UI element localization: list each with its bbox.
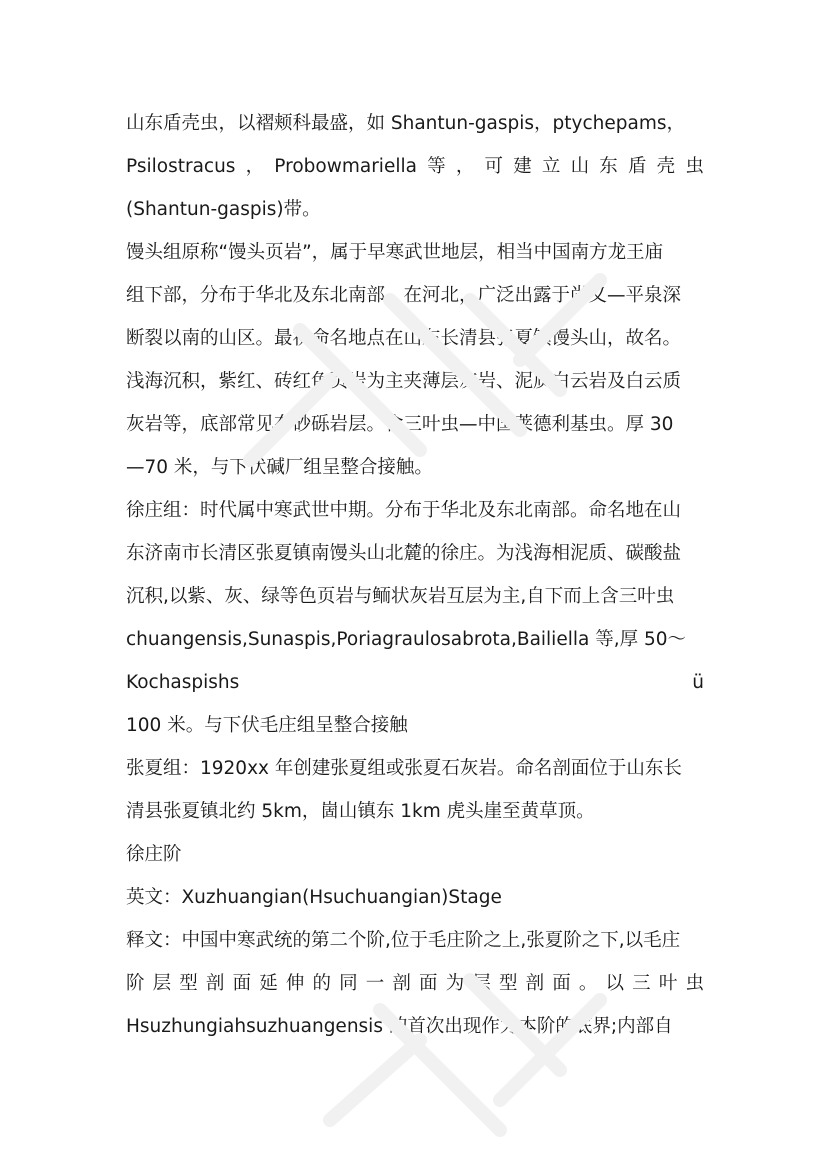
word: 东 <box>599 156 618 177</box>
word: 阶 <box>126 973 145 994</box>
word: ， <box>455 156 475 177</box>
text-line: 释文：中国中寒武统的第二个阶,位于毛庄阶之上,张夏阶之下,以毛庄 <box>126 930 681 951</box>
word: ü <box>692 672 704 693</box>
word: Probowmariella <box>274 156 417 177</box>
text-line: 沉积,以紫、灰、绿等色页岩与鲕状灰岩互层为主,自下而上含三叶虫 <box>126 586 675 607</box>
text-line-justified <box>126 971 704 997</box>
text-line: 山东盾壳虫，以褶颊科最盛，如 Shantun-gaspis，ptychepams， <box>126 113 685 134</box>
word: 等 <box>427 156 446 177</box>
text-line: Hsuzhungiahsuzhuangensis 的首次出现作为本阶的底界;内部自 <box>126 1016 673 1037</box>
word: 的 <box>312 973 331 994</box>
word: 剖 <box>205 973 225 994</box>
word: 壳 <box>656 156 676 177</box>
text-line: chuangensis,Sunaspis,Poriagraulosabrota,Bailiella 等,厚 50～ <box>126 629 687 650</box>
text-line: 徐庄阶 <box>126 844 182 865</box>
text-line: 东济南市长清区张夏镇南馒头山北麓的徐庄。为浅海相泥质、碳酸盐 <box>126 543 682 564</box>
word: 虫 <box>685 973 704 994</box>
text-line-justified <box>126 154 704 180</box>
word: 同 <box>339 973 358 994</box>
word: 一 <box>365 973 385 994</box>
text-line: —70 米，与下伏碱厂组呈整合接触。 <box>126 457 433 478</box>
word: 建 <box>513 156 532 177</box>
word: 层 <box>152 973 172 994</box>
word: 山 <box>570 156 590 177</box>
word: 为 <box>445 973 465 994</box>
word: 以 <box>605 973 625 994</box>
word: 型 <box>179 973 198 994</box>
word: 剖 <box>525 973 545 994</box>
text-line: 100 米。与下伏毛庄组呈整合接触 <box>126 715 408 736</box>
word: ， <box>245 156 265 177</box>
word: 面 <box>419 973 438 994</box>
text-line-justified <box>126 670 704 696</box>
text-line: 组下部，分布于华北及东北南部，在河北，广泛出露于尚义—平泉深 <box>126 285 682 306</box>
text-line: 英文：Xuzhuangian(Hsuchuangian)Stage <box>126 887 502 908</box>
word: 面 <box>552 973 571 994</box>
word: Kochaspishs <box>126 672 240 693</box>
text-line: 徐庄组：时代属中寒武世中期。分布于华北及东北南部。命名地在山 <box>126 500 682 521</box>
word: 盾 <box>627 156 647 177</box>
text-line: (Shantun-gaspis)带。 <box>126 199 321 220</box>
word: 型 <box>498 973 518 994</box>
word: 延 <box>259 973 278 994</box>
text-line: 清县张夏镇北约 5km，崮山镇东 1km 虎头崖至黄草顶。 <box>126 801 595 822</box>
word: 可 <box>484 156 504 177</box>
text-line: 张夏组：1920xx 年创建张夏组或张夏石灰岩。命名剖面位于山东长 <box>126 758 682 779</box>
word: Psilostracus <box>126 156 236 177</box>
word: 层 <box>472 973 491 994</box>
text-line: 灰岩等，底部常见有砂砾岩层。含三叶虫—中国莱德利基虫。厚 30 <box>126 414 674 435</box>
word: 立 <box>541 156 561 177</box>
word: 。 <box>578 973 598 994</box>
word: 面 <box>232 973 252 994</box>
word: 三 <box>632 973 651 994</box>
word: 剖 <box>392 973 411 994</box>
word: 叶 <box>658 973 678 994</box>
word: 伸 <box>285 973 305 994</box>
text-line: 浅海沉积，紫红、砖红色页岩为主夹薄层灰岩、泥质白云岩及白云质 <box>126 371 682 392</box>
text-line: 馒头组原称“馒头页岩”，属于早寒武世地层，相当中国南方龙王庙 <box>126 242 664 263</box>
word: 虫 <box>685 156 704 177</box>
text-line: 断裂以南的山区。最初命名地点在山东长清县张夏镇馒头山，故名。 <box>126 328 682 349</box>
